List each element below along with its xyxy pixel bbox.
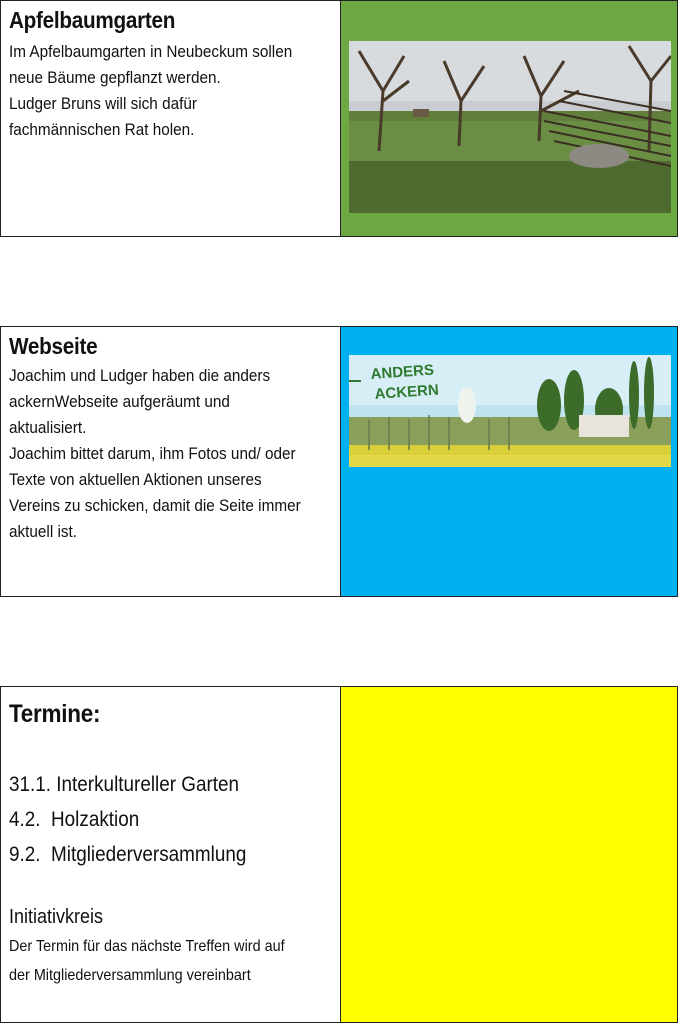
body-line: aktuell ist. <box>9 521 78 541</box>
logo-text-ackern: ACKERN <box>374 381 440 403</box>
event-line: 4.2. Holzaktion <box>9 808 140 831</box>
blue-panel <box>341 327 677 596</box>
anders-ackern-banner <box>349 355 671 467</box>
card-title: Apfelbaumgarten <box>9 7 176 33</box>
body-line: Joachim und Ludger haben die anders <box>9 365 271 385</box>
event-line: 31.1. Interkultureller Garten <box>9 773 240 796</box>
card-text <box>1 327 341 596</box>
orchard-photo <box>349 41 671 213</box>
body-line: Joachim bittet darum, ihm Fotos und/ oder <box>9 443 296 463</box>
body-line: Der Termin für das nächste Treffen wird auf <box>9 938 285 955</box>
body-line: ackernWebseite aufgeräumt und <box>9 391 230 411</box>
body-line: Ludger Bruns will sich dafür <box>9 93 197 113</box>
body-line: neue Bäume gepflanzt werden. <box>9 67 221 87</box>
body-line: Texte von aktuellen Aktionen unseres <box>9 469 262 489</box>
card-termine <box>0 686 678 1023</box>
event-line: 9.2. Mitgliederversammlung <box>9 843 247 866</box>
card-title: Webseite <box>9 333 98 359</box>
card-webseite <box>0 326 678 597</box>
subsection-title: Initiativkreis <box>9 906 104 928</box>
body-line: der Mitgliederversammlung vereinbart <box>9 967 251 984</box>
logo-text-anders: ANDERS <box>370 361 435 383</box>
card-apfelbaumgarten <box>0 0 678 237</box>
body-line: Im Apfelbaumgarten in Neubeckum sollen <box>9 41 293 61</box>
body-line: aktualisiert. <box>9 417 87 437</box>
card-text <box>1 687 341 1022</box>
body-line: Vereins zu schicken, damit die Seite immer <box>9 495 301 515</box>
green-panel <box>341 1 677 236</box>
yellow-panel <box>341 687 677 1022</box>
card-title: Termine: <box>9 700 101 728</box>
card-text <box>1 1 341 236</box>
body-line: fachmännischen Rat holen. <box>9 119 195 139</box>
